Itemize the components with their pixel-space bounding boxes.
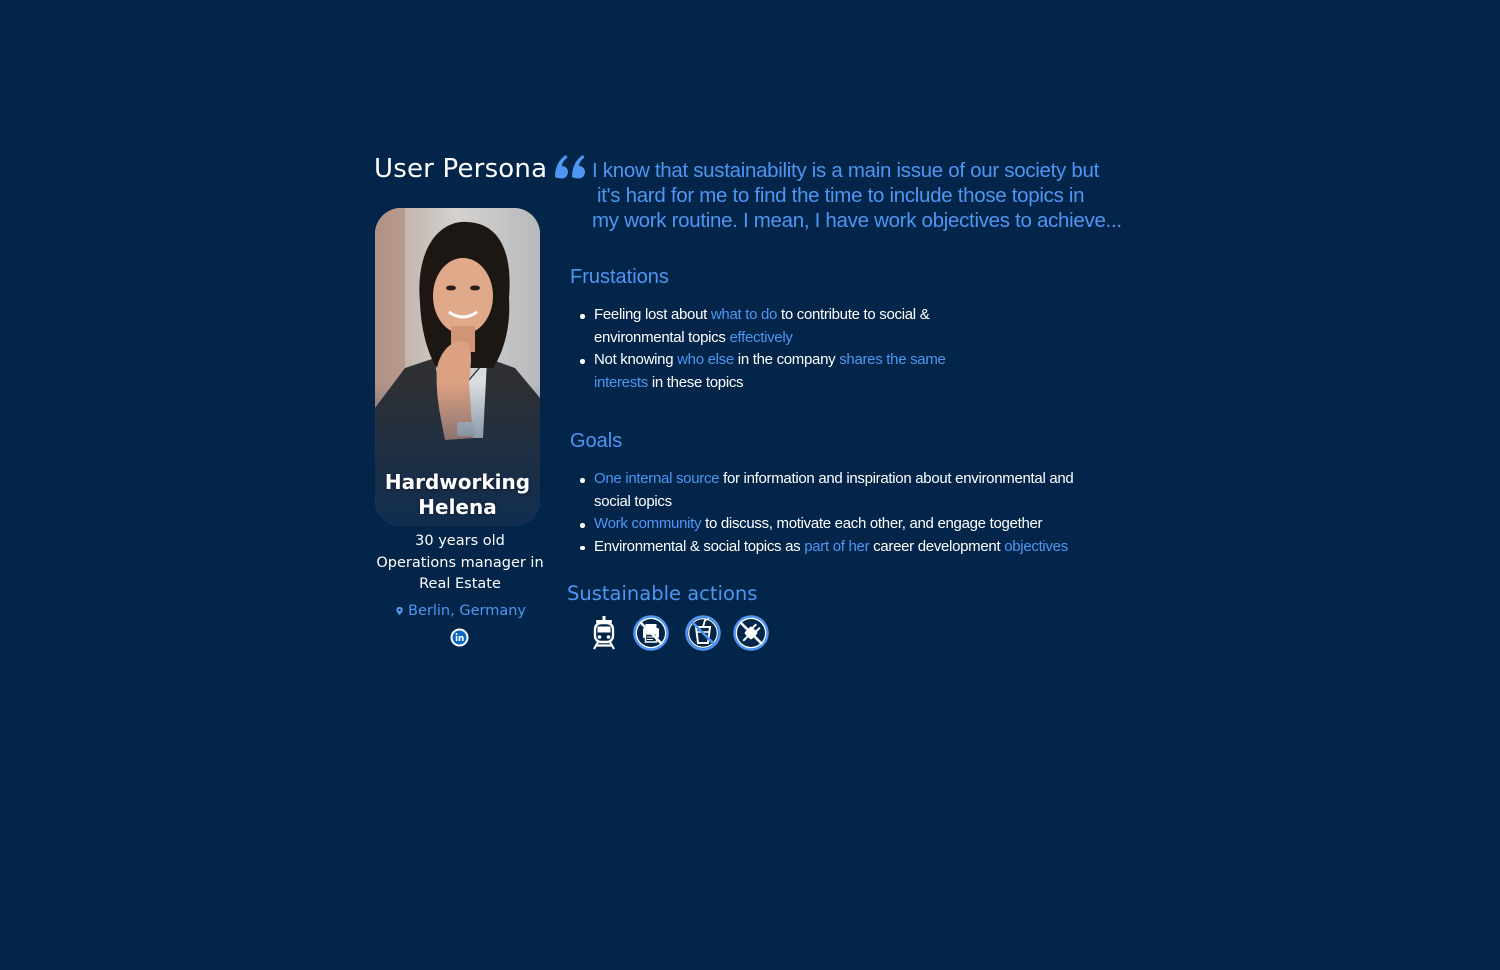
goal-1-highlight: One internal source bbox=[594, 470, 720, 487]
quote-line3: my work routine. I mean, I have work objectives to achieve... bbox=[592, 209, 1122, 232]
sustainable-actions-heading: Sustainable actions bbox=[567, 582, 758, 605]
frustration-2-text: in these topics bbox=[648, 373, 744, 391]
frustrations-list bbox=[571, 304, 991, 394]
quote-line2: it's hard for me to find the time to include those topics in bbox=[597, 184, 1085, 207]
goal-3-text: Environmental & social topics as bbox=[594, 537, 805, 555]
goals-list bbox=[571, 468, 1131, 558]
location-pin-icon bbox=[396, 604, 403, 618]
frustration-1-text: to contribute to social & bbox=[777, 306, 930, 323]
persona-age: 30 years old bbox=[415, 533, 505, 549]
frustration-1-highlight: what to do bbox=[710, 306, 778, 323]
persona-role-line1: Operations manager in bbox=[376, 554, 544, 571]
list-item bbox=[571, 304, 991, 349]
linkedin-icon[interactable] bbox=[450, 628, 469, 647]
persona-name-line1: Hardworking bbox=[384, 470, 531, 494]
persona-name bbox=[375, 470, 540, 520]
persona-card bbox=[375, 208, 540, 526]
quote-mark-icon bbox=[553, 151, 587, 185]
frustrations-heading: Frustations bbox=[570, 266, 669, 288]
no-plug-icon bbox=[732, 614, 770, 652]
frustration-2-highlight: who else bbox=[677, 351, 734, 368]
frustration-1-highlight: effectively bbox=[729, 328, 793, 346]
list-item bbox=[571, 468, 1131, 513]
list-item bbox=[571, 349, 991, 394]
goal-3-highlight: objectives bbox=[1004, 537, 1068, 555]
persona-role-line2: Real Estate bbox=[419, 576, 501, 592]
train-icon bbox=[588, 614, 626, 652]
persona-quote bbox=[592, 158, 1132, 233]
sustainable-actions-icons bbox=[588, 614, 770, 652]
no-disposable-cup-icon bbox=[684, 614, 722, 652]
location-text: Berlin, Germany bbox=[408, 603, 526, 619]
frustration-2-text: Not knowing bbox=[594, 351, 678, 368]
list-item bbox=[571, 513, 1131, 536]
quote-line1: I know that sustainability is a main issue of our society but bbox=[592, 159, 1099, 182]
frustration-2-highlight: interests bbox=[594, 373, 648, 391]
goal-1-text: social topics bbox=[594, 492, 672, 510]
goal-2-highlight: Work community bbox=[594, 515, 702, 532]
goal-2-text: to discuss, motivate each other, and engage together bbox=[701, 515, 1043, 532]
frustration-1-text: environmental topics bbox=[594, 328, 730, 346]
persona-meta bbox=[375, 531, 545, 596]
frustration-1-text: Feeling lost about bbox=[594, 306, 711, 323]
page-title: User Persona bbox=[374, 154, 548, 184]
frustration-2-highlight: shares the same bbox=[839, 351, 946, 368]
goal-1-text: for information and inspiration about environmental and bbox=[719, 470, 1074, 487]
persona-name-line2: Helena bbox=[418, 495, 497, 519]
list-item bbox=[571, 536, 1131, 559]
goal-3-highlight: part of her bbox=[804, 537, 870, 555]
goals-heading: Goals bbox=[570, 430, 623, 452]
persona-location bbox=[396, 603, 526, 619]
goal-3-text: career development bbox=[869, 537, 1005, 555]
frustration-2-text: in the company bbox=[733, 351, 840, 368]
no-printing-icon bbox=[632, 614, 670, 652]
